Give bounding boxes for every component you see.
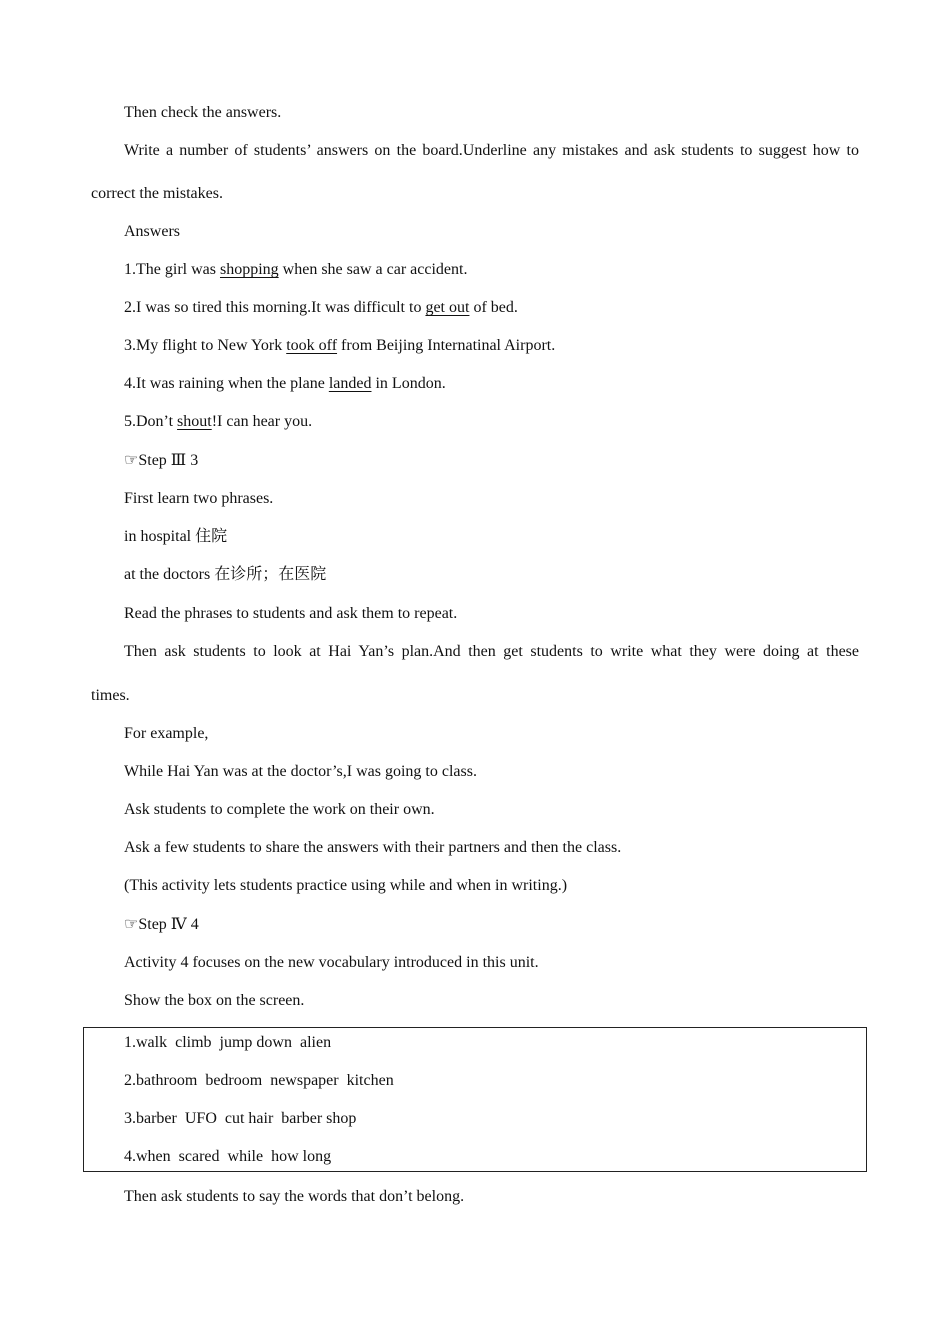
plan-instruction-line1: Then ask students to look at Hai Yan’s plan.And then get students to write what they were doing at these	[124, 643, 859, 660]
step3-heading: ☞Step Ⅲ 3	[124, 452, 199, 469]
step4-heading: ☞Step Ⅳ 4	[124, 916, 199, 933]
vocab-focus-text: Activity 4 focuses on the new vocabulary introduced in this unit.	[124, 954, 539, 971]
answer-keyword: get out	[425, 299, 470, 316]
answer-text: 2.I was so tired this morning.It was difficult to	[124, 299, 426, 316]
activity-note: (This activity lets students practice using while and when in writing.)	[124, 877, 568, 894]
phrase-in-hospital: in hospital 住院	[124, 528, 228, 545]
answer-text: in London.	[371, 375, 446, 392]
example-sentence: While Hai Yan was at the doctor’s,I was going to class.	[124, 763, 477, 780]
answers-heading: Answers	[124, 223, 180, 240]
answer-text: 5.Don’t	[124, 413, 178, 430]
phrase-at-the-doctors: at the doctors 在诊所；在医院	[124, 566, 327, 583]
vocab-row-4: 4.when scared while how long	[124, 1148, 332, 1165]
check-answers-text: Then check the answers.	[124, 104, 282, 121]
answer-text: when she saw a car accident.	[278, 261, 468, 278]
plan-instruction-line2: times.	[91, 687, 130, 704]
answer-keyword: took off	[286, 337, 338, 354]
answer-item-4	[124, 374, 446, 394]
answer-item-5	[124, 412, 312, 432]
closing-instruction: Then ask students to say the words that don’t belong.	[124, 1188, 465, 1205]
read-phrases-text: Read the phrases to students and ask them to repeat.	[124, 605, 458, 622]
answer-item-2	[124, 298, 518, 318]
own-work-text: Ask students to complete the work on their own.	[124, 801, 435, 818]
board-instruction-line1: Write a number of students’ answers on the board.Underline any mistakes and ask students to suggest how to	[124, 142, 859, 159]
answer-text: !I can hear you.	[211, 413, 313, 430]
answer-text: from Beijing Internatinal Airport.	[337, 337, 556, 354]
vocab-row-3: 3.barber UFO cut hair barber shop	[124, 1110, 357, 1127]
answer-item-3	[124, 336, 555, 356]
share-answers-text: Ask a few students to share the answers with their partners and then the class.	[124, 839, 622, 856]
answer-keyword: landed	[328, 375, 372, 392]
answer-text: of bed.	[469, 299, 518, 316]
board-instruction-line2: correct the mistakes.	[91, 185, 223, 202]
answer-keyword: shopping	[219, 261, 279, 278]
answer-text: 4.It was raining when the plane	[124, 375, 329, 392]
example-label: For example,	[124, 725, 209, 742]
vocab-row-2: 2.bathroom bedroom newspaper kitchen	[124, 1072, 394, 1089]
answer-text: 1.The girl was	[124, 261, 220, 278]
answer-text: 3.My flight to New York	[124, 337, 287, 354]
show-box-text: Show the box on the screen.	[124, 992, 305, 1009]
answer-keyword: shout	[177, 413, 212, 430]
answer-item-1	[124, 260, 467, 280]
vocabulary-box	[83, 1027, 867, 1172]
vocab-row-1: 1.walk climb jump down alien	[124, 1034, 332, 1051]
learn-phrases-text: First learn two phrases.	[124, 490, 274, 507]
